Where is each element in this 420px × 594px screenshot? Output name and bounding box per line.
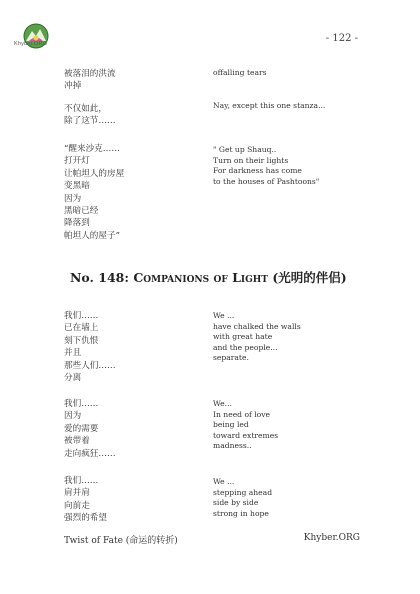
footer-site-name: Khyber.ORG [303,533,360,543]
poem-line: have chalked the walls [213,321,301,331]
poem-line: 刻下仇恨 [64,335,99,346]
poem-line: 降落到 [64,218,90,229]
stanza-zh [64,68,116,93]
poem-line: separate. [213,353,249,363]
section-title [70,268,370,286]
logo-text: Khyber.ORG [14,41,48,47]
poem-line: 我们…… [64,476,99,486]
stanza-en [213,68,267,79]
poem-line: toward extremes [213,430,279,440]
poem-line: 肩并肩 [64,488,90,499]
poem-line: 爱的需要 [64,423,99,434]
poem-line: We ... [213,477,235,486]
poem-line: 并且 [64,348,82,359]
poem-line: 走向疯狂…… [64,448,116,459]
section-title-zh: (光明的伴侣) [267,270,347,285]
stanza-zh [64,475,107,525]
stanza-en [213,477,272,519]
poem-line: strong in hope [213,508,269,518]
poem-line: 分离 [64,372,82,383]
poem-line: 我们…… [64,311,99,321]
poem-line: and the people... [213,342,278,352]
stanza-en [213,399,278,452]
poem-line: 被带着 [64,436,90,447]
page-number: - 122 - [325,33,358,44]
section-title-en: Companions of Light [133,270,268,285]
poem-line: offalling tears [213,68,267,77]
footer-book-title: Twist of Fate (命运的转折) [64,536,178,546]
poem-line: with great hate [213,332,273,342]
poem-line: In need of love [213,409,271,419]
poem-line: madness.. [213,441,252,451]
poem-line: " Get up Shauq.. [213,145,277,154]
poem-line: 打开灯 [64,156,90,167]
poem-line: For darkness has come [213,166,302,176]
stanza-en [213,101,325,112]
poem-line: 因为 [64,411,82,422]
poem-line: Nay, except this one stanza... [213,101,326,110]
poem-line: We ... [213,311,235,320]
poem-line: We... [213,399,232,408]
stanza-en [213,311,301,364]
poem-line: “醒来沙克…… [64,144,120,154]
poem-line: to the houses of Pashtoons" [213,176,320,186]
poem-line: 那些人们…… [64,360,116,371]
poem-line: 变黑暗 [64,181,90,192]
poem-line: 让帕坦人的房屋 [64,168,125,179]
poem-line: Turn on their lights [213,155,289,165]
poem-line: 我们…… [64,399,99,409]
poem-line: 向前走 [64,500,90,511]
stanza-zh [64,398,116,460]
stanza-zh [64,310,116,384]
poem-line: 因为 [64,193,82,204]
poem-line: 帕坦人的屋子” [64,230,120,241]
poem-line: 被落泪的洪流 [64,69,116,79]
poem-line: 不仅如此， [64,104,107,114]
stanza-zh [64,143,124,242]
section-number: No. 148: [70,270,134,285]
poem-line: 黑暗已经 [64,205,99,216]
stanza-zh [64,103,116,128]
poem-line: stepping ahead [213,487,273,497]
poem-line: being led [213,420,249,430]
poem-line: 除了这节…… [64,116,116,127]
poem-line: side by side [213,498,259,508]
poem-line: 强烈的希望 [64,513,107,524]
poem-line: 冲掉 [64,81,82,92]
stanza-en [213,145,319,187]
poem-line: 已在墙上 [64,323,99,334]
